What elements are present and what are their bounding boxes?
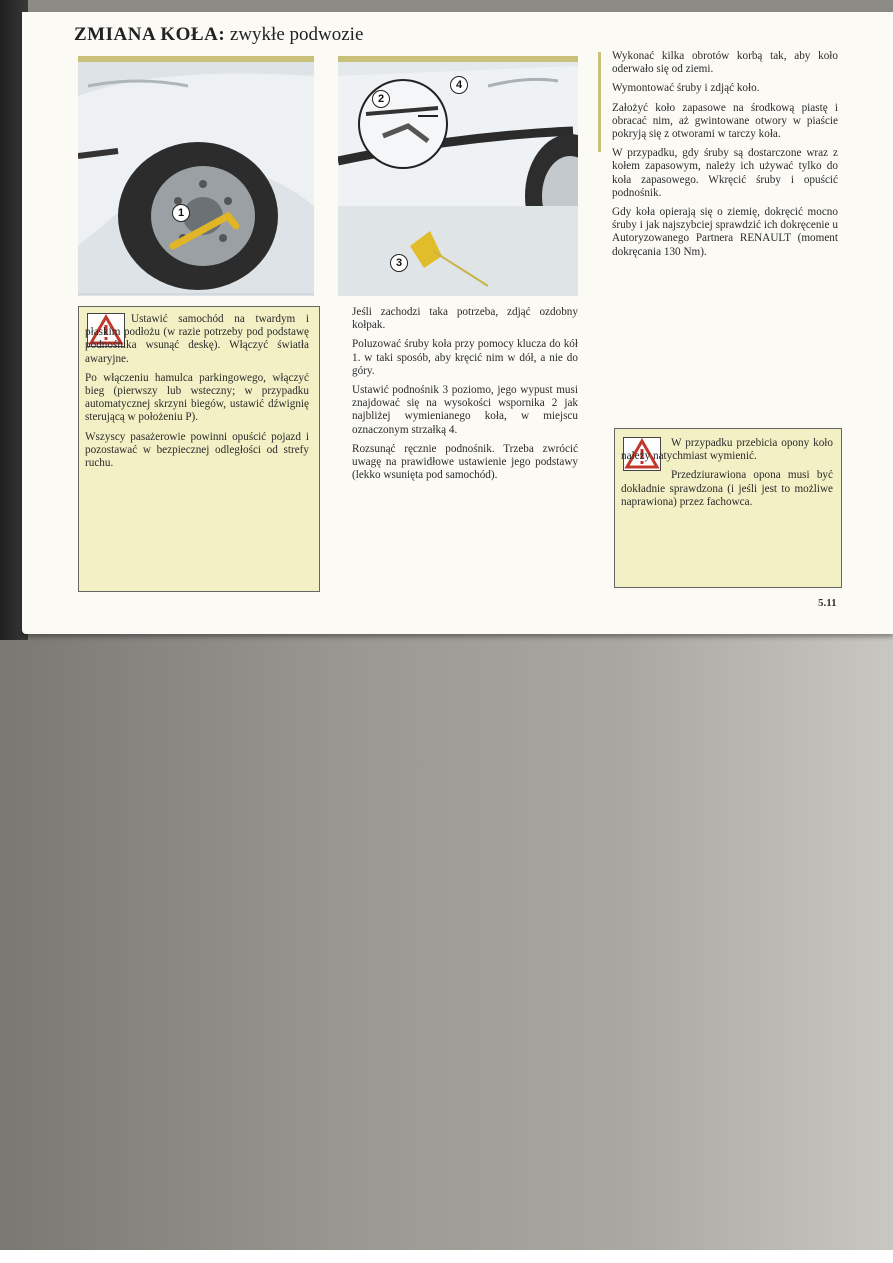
warning-1-para-2: Po włączeniu hamulca parkingowego, włączyć bieg (pierwszy lub wsteczny; w przypadku automatycznej skrzyni biegów, ustawić dźwignię sterującą w położeniu P). [85,371,309,424]
warning-box-1 [78,306,320,592]
col3-para-2: Wymontować śruby i zdjąć koło. [612,82,760,95]
warning-2-para-2: Przedziurawiona opona musi być dokładnie sprawdzona (i jeśli jest to możliwe naprawiona) przez fachowca. [621,469,833,508]
callout-1: 1 [172,204,190,222]
title-main: ZMIANA KOŁA: [74,24,226,45]
warning-2-lead: W przypadku przebicia opony koło należy natychmiast wymienić. [621,437,833,463]
col3-para-5: Gdy koła opierają się o ziemię, dokręcić mocno śruby i jak najszybciej sprawdzić ich dokręcenie u Autoryzowanego Partnera RENAULT (moment dokręcania 130 Nm). [612,206,838,258]
col2-para-2: Poluzować śruby koła przy pomocy klucza do kół 1. w taki sposób, aby kręcić nim w dół, a nie do góry. [352,338,578,377]
page-title [74,24,363,46]
warning-1-para-3: Wszyscy pasażerowie powinni opuścić pojazd i pozostawać w bezpiecznej odległości od strefy ruchu. [85,430,309,470]
col2-para-3: Ustawić podnośnik 3 poziomo, jego wypust musi znajdować się na wysokości wspornika 2 jak najbliżej wymienianego koła, w miejscu oznaczonym strzałką 4. [352,384,578,436]
warning-box-2 [614,428,842,588]
callout-3: 3 [390,254,408,272]
title-sub: zwykłe podwozie [229,24,364,45]
column-2-text [352,306,578,488]
warning-1-text [85,313,309,476]
page-number: 5.11 [818,597,837,609]
callout-4: 4 [450,76,468,94]
figure-jack-placement [338,56,578,296]
figure-wheel-wrench [78,56,314,296]
col3-para-4: W przypadku, gdy śruby są dostarczone wraz z kołem zapasowym, należy ich używać tylko do koła zapasowego. Wkręcić śruby i opuścić podnośnik. [612,147,838,199]
scan-margin [0,1250,893,1263]
callout-2: 2 [372,90,390,108]
col3-para-1: Wykonać kilka obrotów korbą tak, aby koło oderwało się od ziemi. [612,50,838,76]
background-surface [0,630,893,1263]
column-divider [598,52,601,152]
col2-para-4: Rozsunąć ręcznie podnośnik. Trzeba zwrócić uwagę na prawidłowe ustawienie jego podstawy (lekko wsunięta pod samochód). [352,442,578,482]
col2-para-1: Jeśli zachodzi taka potrzeba, zdjąć ozdobny kołpak. [352,306,578,332]
col3-para-3: Założyć koło zapasowe na środkową piastę i obracać nim, aż gwintowane otwory w piaście pokryją się z otworami w tarczy koła. [612,101,838,141]
warning-2-text [621,437,833,515]
column-3-text [612,50,838,265]
manual-page [22,12,893,634]
warning-1-lead: Ustawić samochód na twardym i płaskim podłożu (w razie potrzeby pod podstawę podnośnika wsunąć deskę). Włączyć światła awaryjne. [85,313,309,365]
